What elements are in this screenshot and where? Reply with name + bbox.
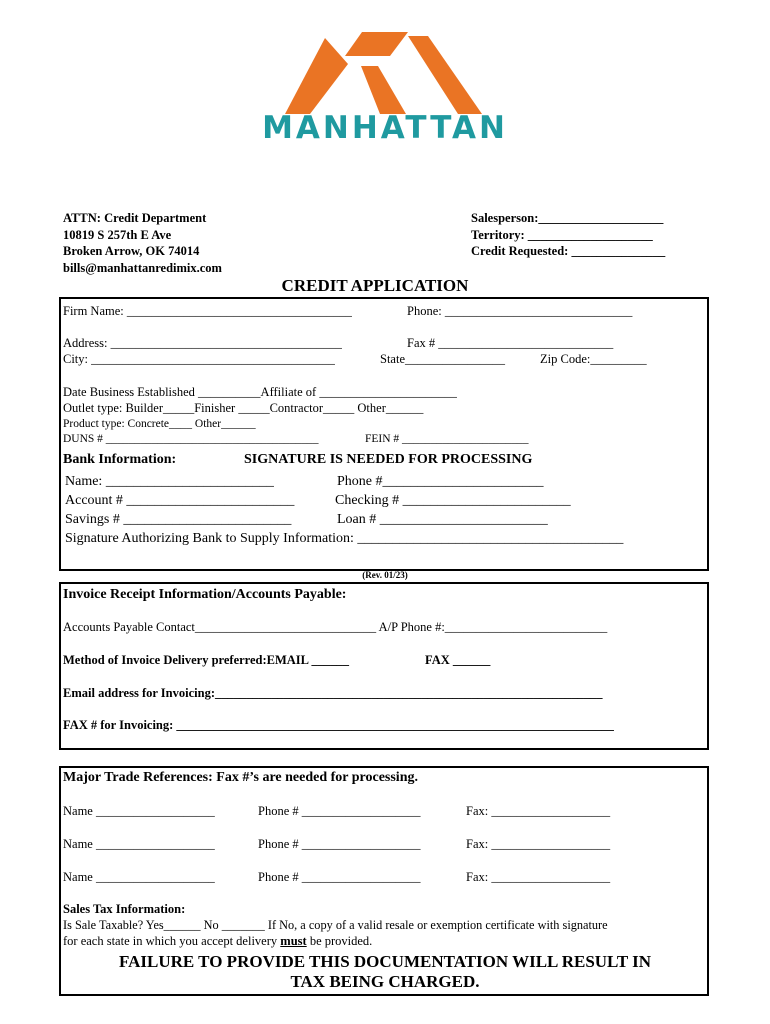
revision-label: (Rev. 01/23)	[362, 570, 408, 580]
page-title: CREDIT APPLICATION	[281, 276, 469, 295]
invoice-heading: Invoice Receipt Information/Accounts Payable:	[63, 587, 347, 602]
salesperson-field[interactable]: Salesperson:____________________	[471, 211, 664, 225]
duns-field[interactable]: DUNS # _____________________________________	[63, 433, 319, 445]
signature-needed-notice: SIGNATURE IS NEEDED FOR PROCESSING	[244, 452, 533, 467]
delivery-method-fax[interactable]: FAX ______	[425, 653, 491, 667]
account-field[interactable]: Account # ________________________	[65, 493, 295, 508]
attn-address-line: 10819 S 257th E Ave	[63, 227, 172, 242]
signature-authorizing-field[interactable]: Signature Authorizing Bank to Supply Information: ______________________________________	[65, 531, 624, 546]
sales-tax-note-end: be provided.	[306, 934, 373, 948]
product-type-field[interactable]: Product type: Concrete____ Other______	[63, 418, 256, 430]
attn-line: ATTN: Credit Department	[63, 211, 207, 225]
reference-phone-field[interactable]: Phone # ___________________	[258, 804, 421, 818]
territory-field[interactable]: Territory: ____________________	[471, 227, 653, 242]
reference-name-field[interactable]: Name ___________________	[63, 870, 215, 884]
fax-field[interactable]: Fax # ____________________________	[407, 336, 614, 350]
reference-phone-field[interactable]: Phone # ___________________	[258, 870, 421, 884]
bank-info-heading: Bank Information:	[63, 452, 177, 467]
tax-warning-line-1: FAILURE TO PROVIDE THIS DOCUMENTATION WILL RESULT IN	[118, 952, 652, 971]
brand-wordmark: MANHATTAN	[262, 110, 508, 146]
sales-tax-note-text: for each state in which you accept delivery	[63, 934, 281, 948]
attn-city-line: Broken Arrow, OK 74014	[63, 244, 200, 258]
sales-tax-question[interactable]: Is Sale Taxable? Yes______ No _______ If No, a copy of a valid resale or exemption certificate with signature	[63, 918, 608, 932]
tax-warning-line-2: TAX BEING CHARGED.	[290, 972, 480, 991]
reference-fax-field[interactable]: Fax: ___________________	[466, 804, 611, 818]
reference-phone-field[interactable]: Phone # ___________________	[258, 837, 421, 851]
firm-name-field[interactable]: Firm Name: ____________________________________	[63, 304, 352, 318]
credit-requested-field[interactable]: Credit Requested: _______________	[471, 244, 666, 258]
zip-code-field[interactable]: Zip Code:_________	[540, 352, 647, 366]
reference-name-field[interactable]: Name ___________________	[63, 804, 215, 818]
state-field[interactable]: State________________	[380, 352, 505, 366]
sales-tax-note-must: must	[280, 934, 307, 948]
sales-tax-note	[63, 934, 372, 949]
reference-fax-field[interactable]: Fax: ___________________	[466, 837, 611, 851]
ap-contact-field[interactable]: Accounts Payable Contact_____________________________ A/P Phone #:__________________________	[63, 620, 608, 634]
sales-tax-heading: Sales Tax Information:	[63, 902, 186, 916]
fein-field[interactable]: FEIN # ______________________	[365, 433, 529, 445]
sales-block	[471, 210, 665, 260]
loan-field[interactable]: Loan # ________________________	[337, 512, 548, 527]
date-established-field[interactable]: Date Business Established __________Affiliate of ______________________	[63, 385, 457, 399]
bank-name-field[interactable]: Name: ________________________	[65, 474, 274, 489]
outlet-type-field[interactable]: Outlet type: Builder_____Finisher _____Contractor_____ Other______	[63, 401, 424, 415]
reference-name-field[interactable]: Name ___________________	[63, 837, 215, 851]
references-heading: Major Trade References: Fax #’s are needed for processing.	[63, 770, 418, 785]
checking-field[interactable]: Checking # ________________________	[335, 493, 571, 508]
invoice-fax-field[interactable]: FAX # for Invoicing: ______________________________________________________________________	[63, 718, 614, 732]
attn-block	[63, 210, 222, 276]
bank-phone-field[interactable]: Phone #_______________________	[337, 474, 544, 489]
firm-phone-field[interactable]: Phone: ______________________________	[407, 304, 633, 318]
address-field[interactable]: Address: _____________________________________	[63, 336, 342, 350]
invoice-email-field[interactable]: Email address for Invoicing:______________________________________________________________	[63, 686, 603, 700]
reference-fax-field[interactable]: Fax: ___________________	[466, 870, 611, 884]
savings-field[interactable]: Savings # ________________________	[65, 512, 292, 527]
attn-email-line: bills@manhattanredimix.com	[63, 260, 222, 275]
delivery-method-email[interactable]: Method of Invoice Delivery preferred:EMAIL ______	[63, 653, 349, 667]
city-field[interactable]: City: _______________________________________	[63, 352, 335, 366]
